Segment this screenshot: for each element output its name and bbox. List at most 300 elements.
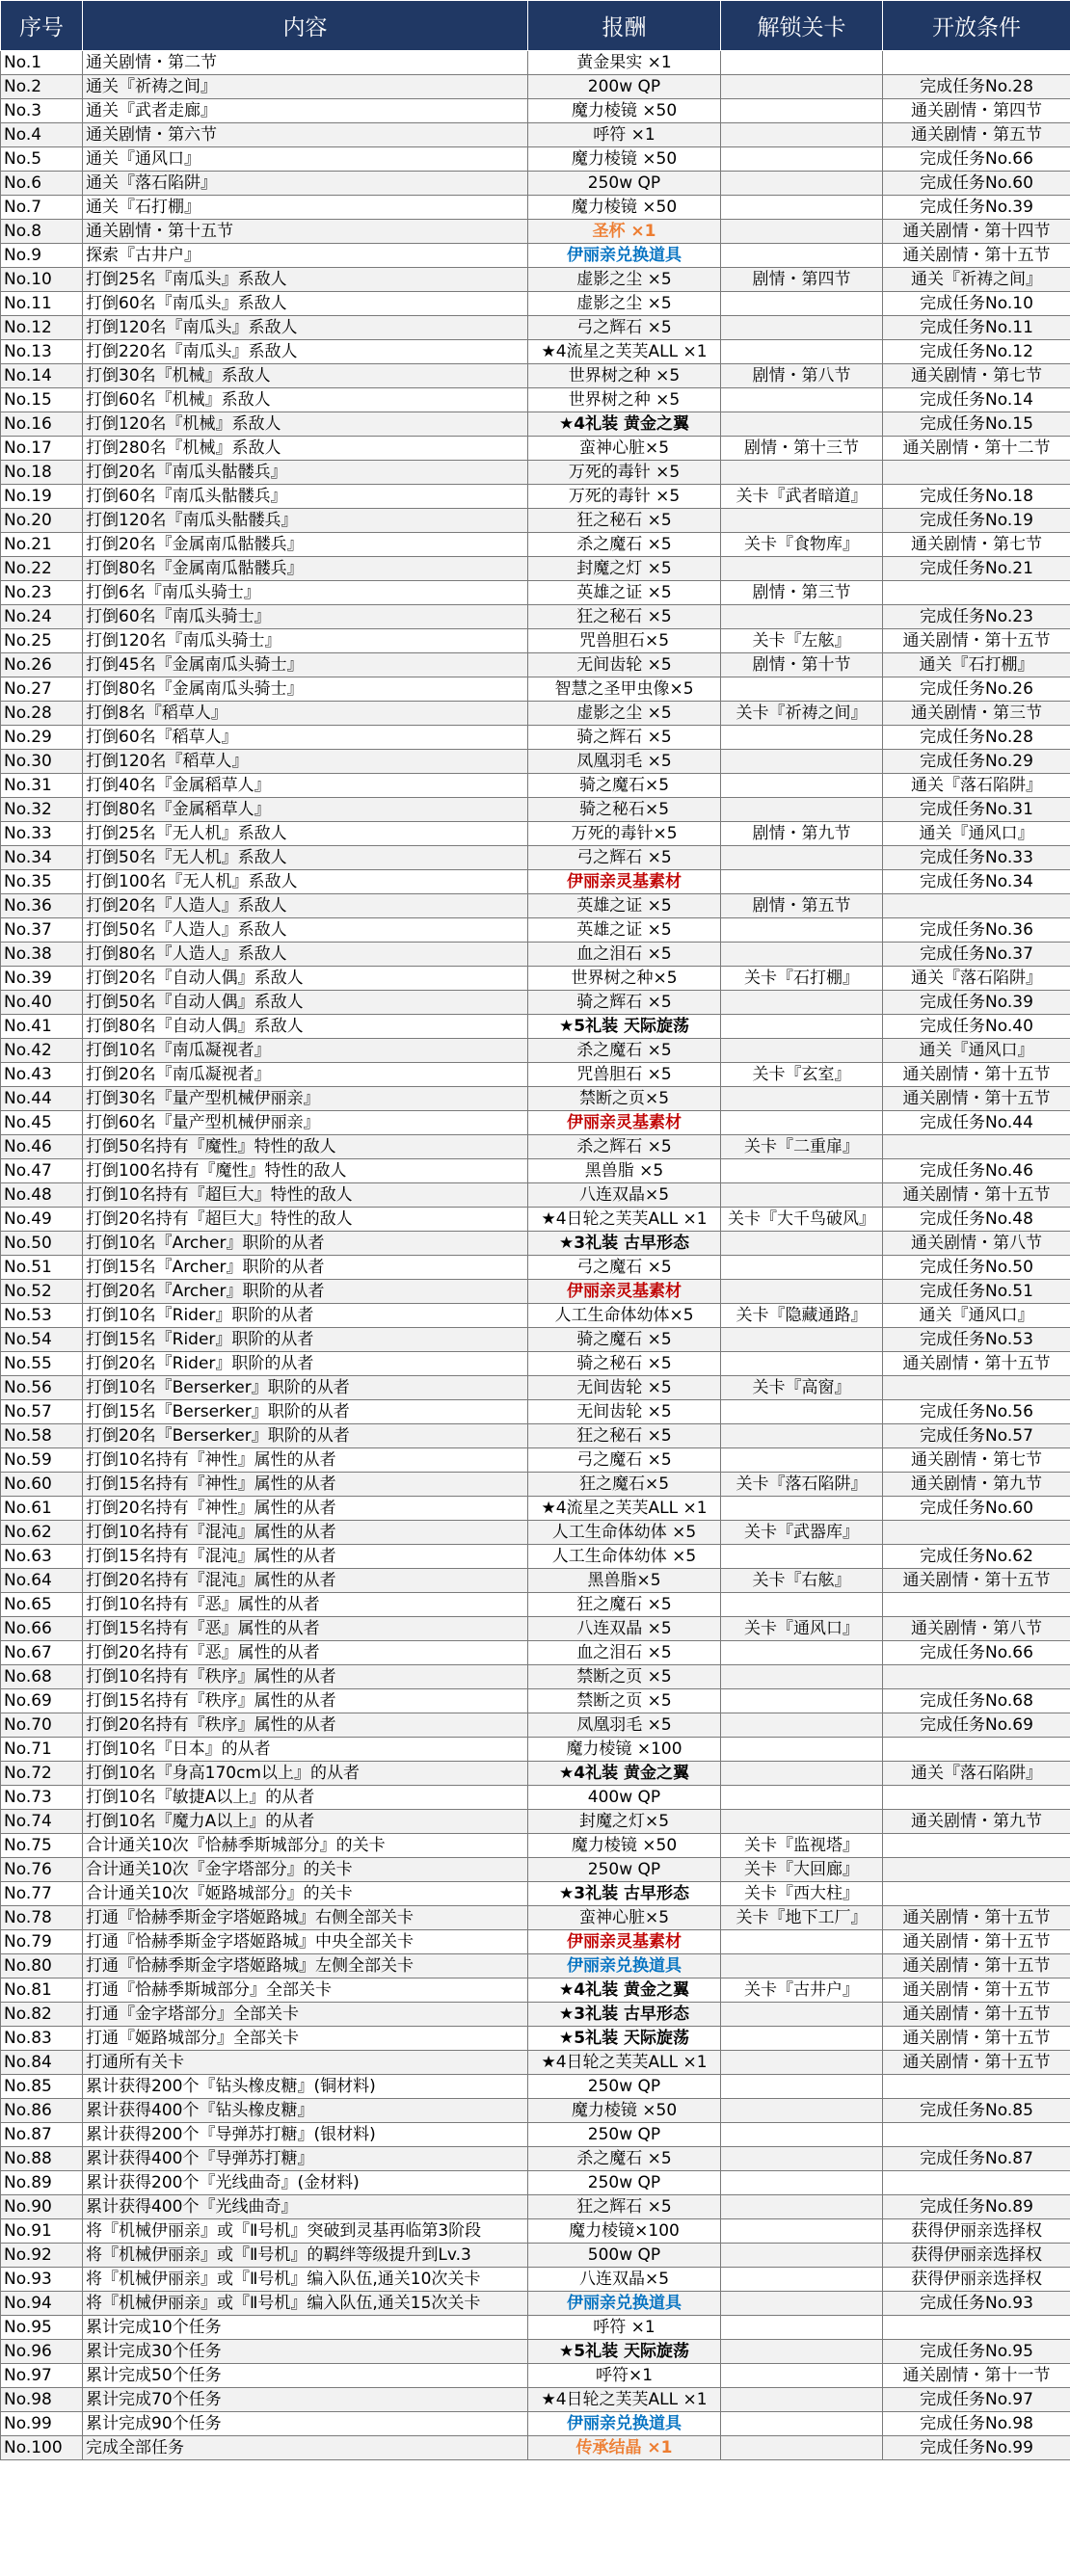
mission-open-condition (883, 1738, 1070, 1762)
mission-unlock-stage: 关卡『古井户』 (721, 1978, 883, 2003)
mission-reward: 虚影之尘 ×5 (528, 292, 721, 316)
mission-open-condition: 通关剧情・第七节 (883, 533, 1070, 557)
mission-number: No.12 (1, 316, 83, 340)
mission-open-condition: 完成任务No.19 (883, 509, 1070, 533)
table-row (1, 1810, 1070, 1834)
mission-unlock-stage (721, 1545, 883, 1569)
mission-unlock-stage: 关卡『食物库』 (721, 533, 883, 557)
mission-number: No.67 (1, 1641, 83, 1665)
mission-number: No.30 (1, 750, 83, 774)
table-row (1, 2003, 1070, 2027)
mission-reward: 狂之秘石 ×5 (528, 509, 721, 533)
mission-content: 打倒10名『南瓜凝视者』 (83, 1039, 528, 1063)
mission-unlock-stage (721, 2027, 883, 2051)
mission-reward: ★4礼装 黄金之翼 (528, 1762, 721, 1786)
mission-reward: 弓之魔石 ×5 (528, 1448, 721, 1473)
mission-unlock-stage: 剧情・第十节 (721, 653, 883, 677)
mission-open-condition: 完成任务No.66 (883, 147, 1070, 172)
mission-open-condition: 完成任务No.69 (883, 1713, 1070, 1738)
mission-number: No.87 (1, 2123, 83, 2147)
mission-reward: 八连双晶×5 (528, 2268, 721, 2292)
table-row (1, 605, 1070, 629)
mission-unlock-stage (721, 1786, 883, 1810)
table-row (1, 1159, 1070, 1183)
mission-content: 打通『恰赫季斯城部分』全部关卡 (83, 1978, 528, 2003)
mission-content: 将『机械伊丽亲』或『Ⅱ号机』编入队伍,通关10次关卡 (83, 2268, 528, 2292)
mission-unlock-stage (721, 726, 883, 750)
mission-reward: 英雄之证 ×5 (528, 918, 721, 943)
mission-unlock-stage (721, 51, 883, 75)
mission-number: No.47 (1, 1159, 83, 1183)
mission-reward: 呼符 ×1 (528, 123, 721, 147)
mission-number: No.10 (1, 268, 83, 292)
mission-number: No.46 (1, 1135, 83, 1159)
table-row (1, 2292, 1070, 2316)
mission-open-condition (883, 1593, 1070, 1617)
mission-number: No.74 (1, 1810, 83, 1834)
mission-content: 通关『武者走廊』 (83, 99, 528, 123)
mission-open-condition (883, 1834, 1070, 1858)
mission-reward: ★3礼装 古早形态 (528, 2003, 721, 2027)
mission-unlock-stage: 关卡『隐藏通路』 (721, 1304, 883, 1328)
mission-unlock-stage (721, 2171, 883, 2195)
mission-reward: 世界树之种×5 (528, 967, 721, 991)
mission-number: No.24 (1, 605, 83, 629)
mission-open-condition: 通关剧情・第十五节 (883, 1906, 1070, 1930)
mission-unlock-stage (721, 2436, 883, 2460)
mission-content: 打倒60名『南瓜头骑士』 (83, 605, 528, 629)
table-row (1, 1954, 1070, 1978)
mission-open-condition: 通关剧情・第十五节 (883, 2003, 1070, 2027)
table-row (1, 1713, 1070, 1738)
mission-number: No.65 (1, 1593, 83, 1617)
table-row (1, 485, 1070, 509)
mission-open-condition: 完成任务No.21 (883, 557, 1070, 581)
mission-unlock-stage: 关卡『地下工厂』 (721, 1906, 883, 1930)
mission-unlock-stage (721, 870, 883, 894)
mission-open-condition: 完成任务No.23 (883, 605, 1070, 629)
mission-number: No.77 (1, 1882, 83, 1906)
table-row (1, 75, 1070, 99)
table-row (1, 1497, 1070, 1521)
mission-unlock-stage (721, 1738, 883, 1762)
mission-number: No.4 (1, 123, 83, 147)
mission-reward: 八连双晶×5 (528, 1183, 721, 1208)
mission-open-condition: 完成任务No.60 (883, 1497, 1070, 1521)
mission-reward: 英雄之证 ×5 (528, 581, 721, 605)
mission-open-condition: 通关『通风口』 (883, 1039, 1070, 1063)
mission-unlock-stage (721, 1111, 883, 1135)
mission-number: No.90 (1, 2195, 83, 2219)
table-row (1, 51, 1070, 75)
mission-unlock-stage (721, 1400, 883, 1424)
mission-reward: 狂之魔石 ×5 (528, 1593, 721, 1617)
mission-unlock-stage (721, 388, 883, 412)
mission-open-condition: 通关剧情・第十五节 (883, 1954, 1070, 1978)
mission-content: 打倒60名『南瓜头』系敌人 (83, 292, 528, 316)
mission-number: No.2 (1, 75, 83, 99)
mission-open-condition: 通关剧情・第八节 (883, 1232, 1070, 1256)
mission-content: 累计完成10个任务 (83, 2316, 528, 2340)
mission-reward: 魔力棱镜×100 (528, 2219, 721, 2244)
mission-open-condition: 通关剧情・第十五节 (883, 2027, 1070, 2051)
table-row (1, 1111, 1070, 1135)
mission-open-condition: 通关『通风口』 (883, 822, 1070, 846)
mission-content: 打倒10名『日本』的从者 (83, 1738, 528, 1762)
mission-open-condition: 完成任务No.46 (883, 1159, 1070, 1183)
table-row (1, 533, 1070, 557)
table-row (1, 1593, 1070, 1617)
mission-reward: 狂之秘石 ×5 (528, 605, 721, 629)
mission-content: 完成全部任务 (83, 2436, 528, 2460)
mission-reward: 伊丽亲灵基素材 (528, 1930, 721, 1954)
mission-reward: 魔力棱镜 ×50 (528, 99, 721, 123)
mission-unlock-stage (721, 412, 883, 437)
mission-reward: 人工生命体幼体×5 (528, 1304, 721, 1328)
table-row (1, 846, 1070, 870)
mission-number: No.6 (1, 172, 83, 196)
mission-unlock-stage: 关卡『高窗』 (721, 1376, 883, 1400)
mission-content: 打倒8名『稻草人』 (83, 702, 528, 726)
table-row (1, 2268, 1070, 2292)
table-row (1, 2027, 1070, 2051)
mission-unlock-stage: 关卡『大回廊』 (721, 1858, 883, 1882)
table-row (1, 1906, 1070, 1930)
mission-number: No.79 (1, 1930, 83, 1954)
mission-unlock-stage (721, 2412, 883, 2436)
mission-content: 打倒20名『人造人』系敌人 (83, 894, 528, 918)
mission-unlock-stage (721, 677, 883, 702)
mission-unlock-stage (721, 1280, 883, 1304)
mission-number: No.13 (1, 340, 83, 364)
mission-unlock-stage (721, 2075, 883, 2099)
mission-unlock-stage (721, 605, 883, 629)
table-row (1, 1352, 1070, 1376)
table-row (1, 1424, 1070, 1448)
mission-unlock-stage (721, 1954, 883, 1978)
mission-unlock-stage (721, 1256, 883, 1280)
mission-number: No.44 (1, 1087, 83, 1111)
table-row (1, 1400, 1070, 1424)
mission-number: No.50 (1, 1232, 83, 1256)
mission-unlock-stage: 关卡『落石陷阱』 (721, 1473, 883, 1497)
mission-open-condition: 完成任务No.97 (883, 2388, 1070, 2412)
mission-open-condition (883, 1521, 1070, 1545)
mission-content: 打倒120名『机械』系敌人 (83, 412, 528, 437)
mission-reward: 骑之辉石 ×5 (528, 991, 721, 1015)
mission-reward: 狂之辉石 ×5 (528, 2195, 721, 2219)
mission-unlock-stage (721, 1930, 883, 1954)
mission-content: 累计完成30个任务 (83, 2340, 528, 2364)
mission-reward: 狂之秘石 ×5 (528, 1424, 721, 1448)
mission-reward: 咒兽胆石 ×5 (528, 1063, 721, 1087)
mission-content: 打倒20名持有『混沌』属性的从者 (83, 1569, 528, 1593)
mission-unlock-stage (721, 1810, 883, 1834)
table-row (1, 340, 1070, 364)
table-row (1, 2340, 1070, 2364)
mission-reward: ★4日轮之芙芙ALL ×1 (528, 1208, 721, 1232)
mission-content: 打倒40名『金属稻草人』 (83, 774, 528, 798)
mission-number: No.89 (1, 2171, 83, 2195)
mission-number: No.1 (1, 51, 83, 75)
table-row (1, 1978, 1070, 2003)
mission-reward: ★4流星之芙芙ALL ×1 (528, 1497, 721, 1521)
mission-content: 打倒30名『量产型机械伊丽亲』 (83, 1087, 528, 1111)
mission-unlock-stage (721, 2316, 883, 2340)
mission-reward: 封魔之灯×5 (528, 1810, 721, 1834)
table-row (1, 437, 1070, 461)
mission-unlock-stage (721, 2099, 883, 2123)
table-row (1, 1039, 1070, 1063)
mission-open-condition: 获得伊丽亲选择权 (883, 2268, 1070, 2292)
mission-number: No.43 (1, 1063, 83, 1087)
mission-number: No.86 (1, 2099, 83, 2123)
mission-content: 打倒120名『南瓜头骷髅兵』 (83, 509, 528, 533)
mission-unlock-stage (721, 509, 883, 533)
mission-reward: 伊丽亲灵基素材 (528, 870, 721, 894)
mission-content: 打通『恰赫季斯金字塔姬路城』右侧全部关卡 (83, 1906, 528, 1930)
mission-content: 打倒10名『身高170cm以上』的从者 (83, 1762, 528, 1786)
table-row (1, 1882, 1070, 1906)
mission-reward: 弓之辉石 ×5 (528, 846, 721, 870)
mission-open-condition (883, 2075, 1070, 2099)
mission-rows (1, 51, 1070, 2460)
mission-number: No.72 (1, 1762, 83, 1786)
mission-reward: ★4礼装 黄金之翼 (528, 412, 721, 437)
table-row (1, 2147, 1070, 2171)
mission-reward: 传承结晶 ×1 (528, 2436, 721, 2460)
table-row (1, 316, 1070, 340)
mission-reward: 伊丽亲兑换道具 (528, 2412, 721, 2436)
mission-open-condition: 完成任务No.10 (883, 292, 1070, 316)
mission-content: 打倒50名『人造人』系敌人 (83, 918, 528, 943)
mission-number: No.9 (1, 244, 83, 268)
mission-content: 通关剧情・第二节 (83, 51, 528, 75)
mission-open-condition: 通关『石打棚』 (883, 653, 1070, 677)
mission-content: 打倒15名『Berserker』职阶的从者 (83, 1400, 528, 1424)
mission-reward: 蛮神心脏×5 (528, 437, 721, 461)
mission-content: 累计获得400个『光线曲奇』 (83, 2195, 528, 2219)
table-row (1, 1738, 1070, 1762)
mission-number: No.68 (1, 1665, 83, 1689)
mission-open-condition: 通关剧情・第十一节 (883, 2364, 1070, 2388)
table-row (1, 1858, 1070, 1882)
mission-reward: 虚影之尘 ×5 (528, 702, 721, 726)
mission-unlock-stage (721, 1448, 883, 1473)
mission-reward: 杀之魔石 ×5 (528, 1039, 721, 1063)
table-row (1, 2171, 1070, 2195)
table-row (1, 1665, 1070, 1689)
mission-open-condition: 完成任务No.39 (883, 991, 1070, 1015)
mission-open-condition (883, 581, 1070, 605)
table-row (1, 1280, 1070, 1304)
mission-content: 累计获得400个『导弹苏打糖』 (83, 2147, 528, 2171)
mission-open-condition: 通关『落石陷阱』 (883, 774, 1070, 798)
mission-unlock-stage (721, 1232, 883, 1256)
mission-unlock-stage: 剧情・第五节 (721, 894, 883, 918)
table-row (1, 388, 1070, 412)
mission-number: No.11 (1, 292, 83, 316)
mission-open-condition (883, 2316, 1070, 2340)
mission-unlock-stage (721, 2123, 883, 2147)
table-row (1, 1617, 1070, 1641)
mission-content: 打倒220名『南瓜头』系敌人 (83, 340, 528, 364)
mission-number: No.70 (1, 1713, 83, 1738)
mission-open-condition: 通关剧情・第十二节 (883, 437, 1070, 461)
mission-content: 通关『通风口』 (83, 147, 528, 172)
mission-number: No.5 (1, 147, 83, 172)
mission-open-condition: 完成任务No.99 (883, 2436, 1070, 2460)
mission-content: 累计完成70个任务 (83, 2388, 528, 2412)
table-row (1, 581, 1070, 605)
mission-content: 累计获得200个『钻头橡皮糖』(铜材料) (83, 2075, 528, 2099)
mission-number: No.48 (1, 1183, 83, 1208)
table-row (1, 2436, 1070, 2460)
mission-content: 打倒45名『金属南瓜头骑士』 (83, 653, 528, 677)
mission-content: 合计通关10次『恰赫季斯城部分』的关卡 (83, 1834, 528, 1858)
mission-number: No.45 (1, 1111, 83, 1135)
mission-open-condition: 通关剧情・第五节 (883, 123, 1070, 147)
mission-reward: 魔力棱镜 ×100 (528, 1738, 721, 1762)
mission-unlock-stage (721, 1015, 883, 1039)
header-number: 序号 (1, 1, 83, 51)
table-row (1, 1545, 1070, 1569)
mission-open-condition: 通关剧情・第三节 (883, 702, 1070, 726)
mission-content: 打倒15名持有『秩序』属性的从者 (83, 1689, 528, 1713)
header-row (1, 1, 1070, 51)
mission-open-condition: 完成任务No.29 (883, 750, 1070, 774)
mission-open-condition: 通关剧情・第十五节 (883, 1930, 1070, 1954)
mission-unlock-stage: 剧情・第四节 (721, 268, 883, 292)
mission-reward: 蛮神心脏×5 (528, 1906, 721, 1930)
table-row (1, 1930, 1070, 1954)
mission-reward: 万死的毒针×5 (528, 822, 721, 846)
mission-number: No.75 (1, 1834, 83, 1858)
mission-reward: ★5礼装 天际旋荡 (528, 1015, 721, 1039)
table-row (1, 629, 1070, 653)
mission-number: No.34 (1, 846, 83, 870)
mission-reward: 世界树之种 ×5 (528, 364, 721, 388)
mission-number: No.51 (1, 1256, 83, 1280)
mission-open-condition: 通关剧情・第九节 (883, 1473, 1070, 1497)
table-row (1, 1256, 1070, 1280)
mission-number: No.98 (1, 2388, 83, 2412)
mission-number: No.17 (1, 437, 83, 461)
mission-content: 打倒20名持有『秩序』属性的从者 (83, 1713, 528, 1738)
mission-reward: 圣杯 ×1 (528, 220, 721, 244)
mission-unlock-stage (721, 2292, 883, 2316)
mission-reward: 人工生命体幼体 ×5 (528, 1545, 721, 1569)
mission-content: 累计获得200个『光线曲奇』(金材料) (83, 2171, 528, 2195)
mission-number: No.32 (1, 798, 83, 822)
mission-number: No.58 (1, 1424, 83, 1448)
mission-unlock-stage: 剧情・第三节 (721, 581, 883, 605)
mission-open-condition: 完成任务No.33 (883, 846, 1070, 870)
mission-number: No.52 (1, 1280, 83, 1304)
mission-reward: 虚影之尘 ×5 (528, 268, 721, 292)
mission-number: No.53 (1, 1304, 83, 1328)
mission-content: 合计通关10次『金字塔部分』的关卡 (83, 1858, 528, 1882)
mission-content: 打倒20名『Archer』职阶的从者 (83, 1280, 528, 1304)
mission-reward: 万死的毒针 ×5 (528, 461, 721, 485)
mission-open-condition (883, 1135, 1070, 1159)
mission-content: 通关剧情・第十五节 (83, 220, 528, 244)
mission-content: 将『机械伊丽亲』或『Ⅱ号机』突破到灵基再临第3阶段 (83, 2219, 528, 2244)
mission-content: 打倒20名持有『超巨大』特性的敌人 (83, 1208, 528, 1232)
mission-reward: 骑之秘石×5 (528, 798, 721, 822)
table-row (1, 1473, 1070, 1497)
mission-number: No.80 (1, 1954, 83, 1978)
mission-content: 打倒15名『Rider』职阶的从者 (83, 1328, 528, 1352)
mission-number: No.25 (1, 629, 83, 653)
mission-number: No.40 (1, 991, 83, 1015)
mission-unlock-stage (721, 2147, 883, 2171)
mission-content: 打倒15名『Archer』职阶的从者 (83, 1256, 528, 1280)
mission-reward: 智慧之圣甲虫像×5 (528, 677, 721, 702)
mission-open-condition: 通关『落石陷阱』 (883, 1762, 1070, 1786)
mission-unlock-stage (721, 147, 883, 172)
table-row (1, 1521, 1070, 1545)
mission-reward: 骑之辉石 ×5 (528, 726, 721, 750)
table-row (1, 172, 1070, 196)
mission-open-condition: 通关『落石陷阱』 (883, 967, 1070, 991)
mission-open-condition: 完成任务No.68 (883, 1689, 1070, 1713)
table-row (1, 2412, 1070, 2436)
mission-open-condition (883, 1786, 1070, 1810)
mission-open-condition: 完成任务No.11 (883, 316, 1070, 340)
table-row (1, 461, 1070, 485)
mission-content: 打倒50名持有『魔性』特性的敌人 (83, 1135, 528, 1159)
mission-content: 合计通关10次『姬路城部分』的关卡 (83, 1882, 528, 1906)
mission-reward: 黄金果实 ×1 (528, 51, 721, 75)
mission-content: 将『机械伊丽亲』或『Ⅱ号机』编入队伍,通关15次关卡 (83, 2292, 528, 2316)
mission-number: No.63 (1, 1545, 83, 1569)
table-row (1, 123, 1070, 147)
mission-number: No.3 (1, 99, 83, 123)
mission-reward: ★5礼装 天际旋荡 (528, 2027, 721, 2051)
mission-content: 打倒15名持有『混沌』属性的从者 (83, 1545, 528, 1569)
mission-unlock-stage (721, 1713, 883, 1738)
mission-number: No.95 (1, 2316, 83, 2340)
mission-reward: 万死的毒针 ×5 (528, 485, 721, 509)
table-row (1, 1641, 1070, 1665)
mission-reward: 250w QP (528, 2123, 721, 2147)
mission-number: No.55 (1, 1352, 83, 1376)
mission-open-condition: 完成任务No.44 (883, 1111, 1070, 1135)
mission-open-condition: 通关剧情・第十五节 (883, 1352, 1070, 1376)
mission-reward: ★5礼装 天际旋荡 (528, 2340, 721, 2364)
mission-reward: 杀之辉石 ×5 (528, 1135, 721, 1159)
mission-content: 打倒20名持有『恶』属性的从者 (83, 1641, 528, 1665)
mission-number: No.71 (1, 1738, 83, 1762)
mission-number: No.15 (1, 388, 83, 412)
mission-open-condition: 完成任务No.57 (883, 1424, 1070, 1448)
mission-number: No.31 (1, 774, 83, 798)
mission-number: No.93 (1, 2268, 83, 2292)
mission-content: 打倒25名『无人机』系敌人 (83, 822, 528, 846)
mission-number: No.35 (1, 870, 83, 894)
mission-content: 打倒20名『自动人偶』系敌人 (83, 967, 528, 991)
table-row (1, 509, 1070, 533)
mission-content: 累计获得400个『钻头橡皮糖』 (83, 2099, 528, 2123)
table-row (1, 1762, 1070, 1786)
mission-content: 通关剧情・第六节 (83, 123, 528, 147)
table-row (1, 677, 1070, 702)
mission-open-condition: 完成任务No.53 (883, 1328, 1070, 1352)
mission-unlock-stage (721, 991, 883, 1015)
table-row (1, 750, 1070, 774)
mission-number: No.96 (1, 2340, 83, 2364)
